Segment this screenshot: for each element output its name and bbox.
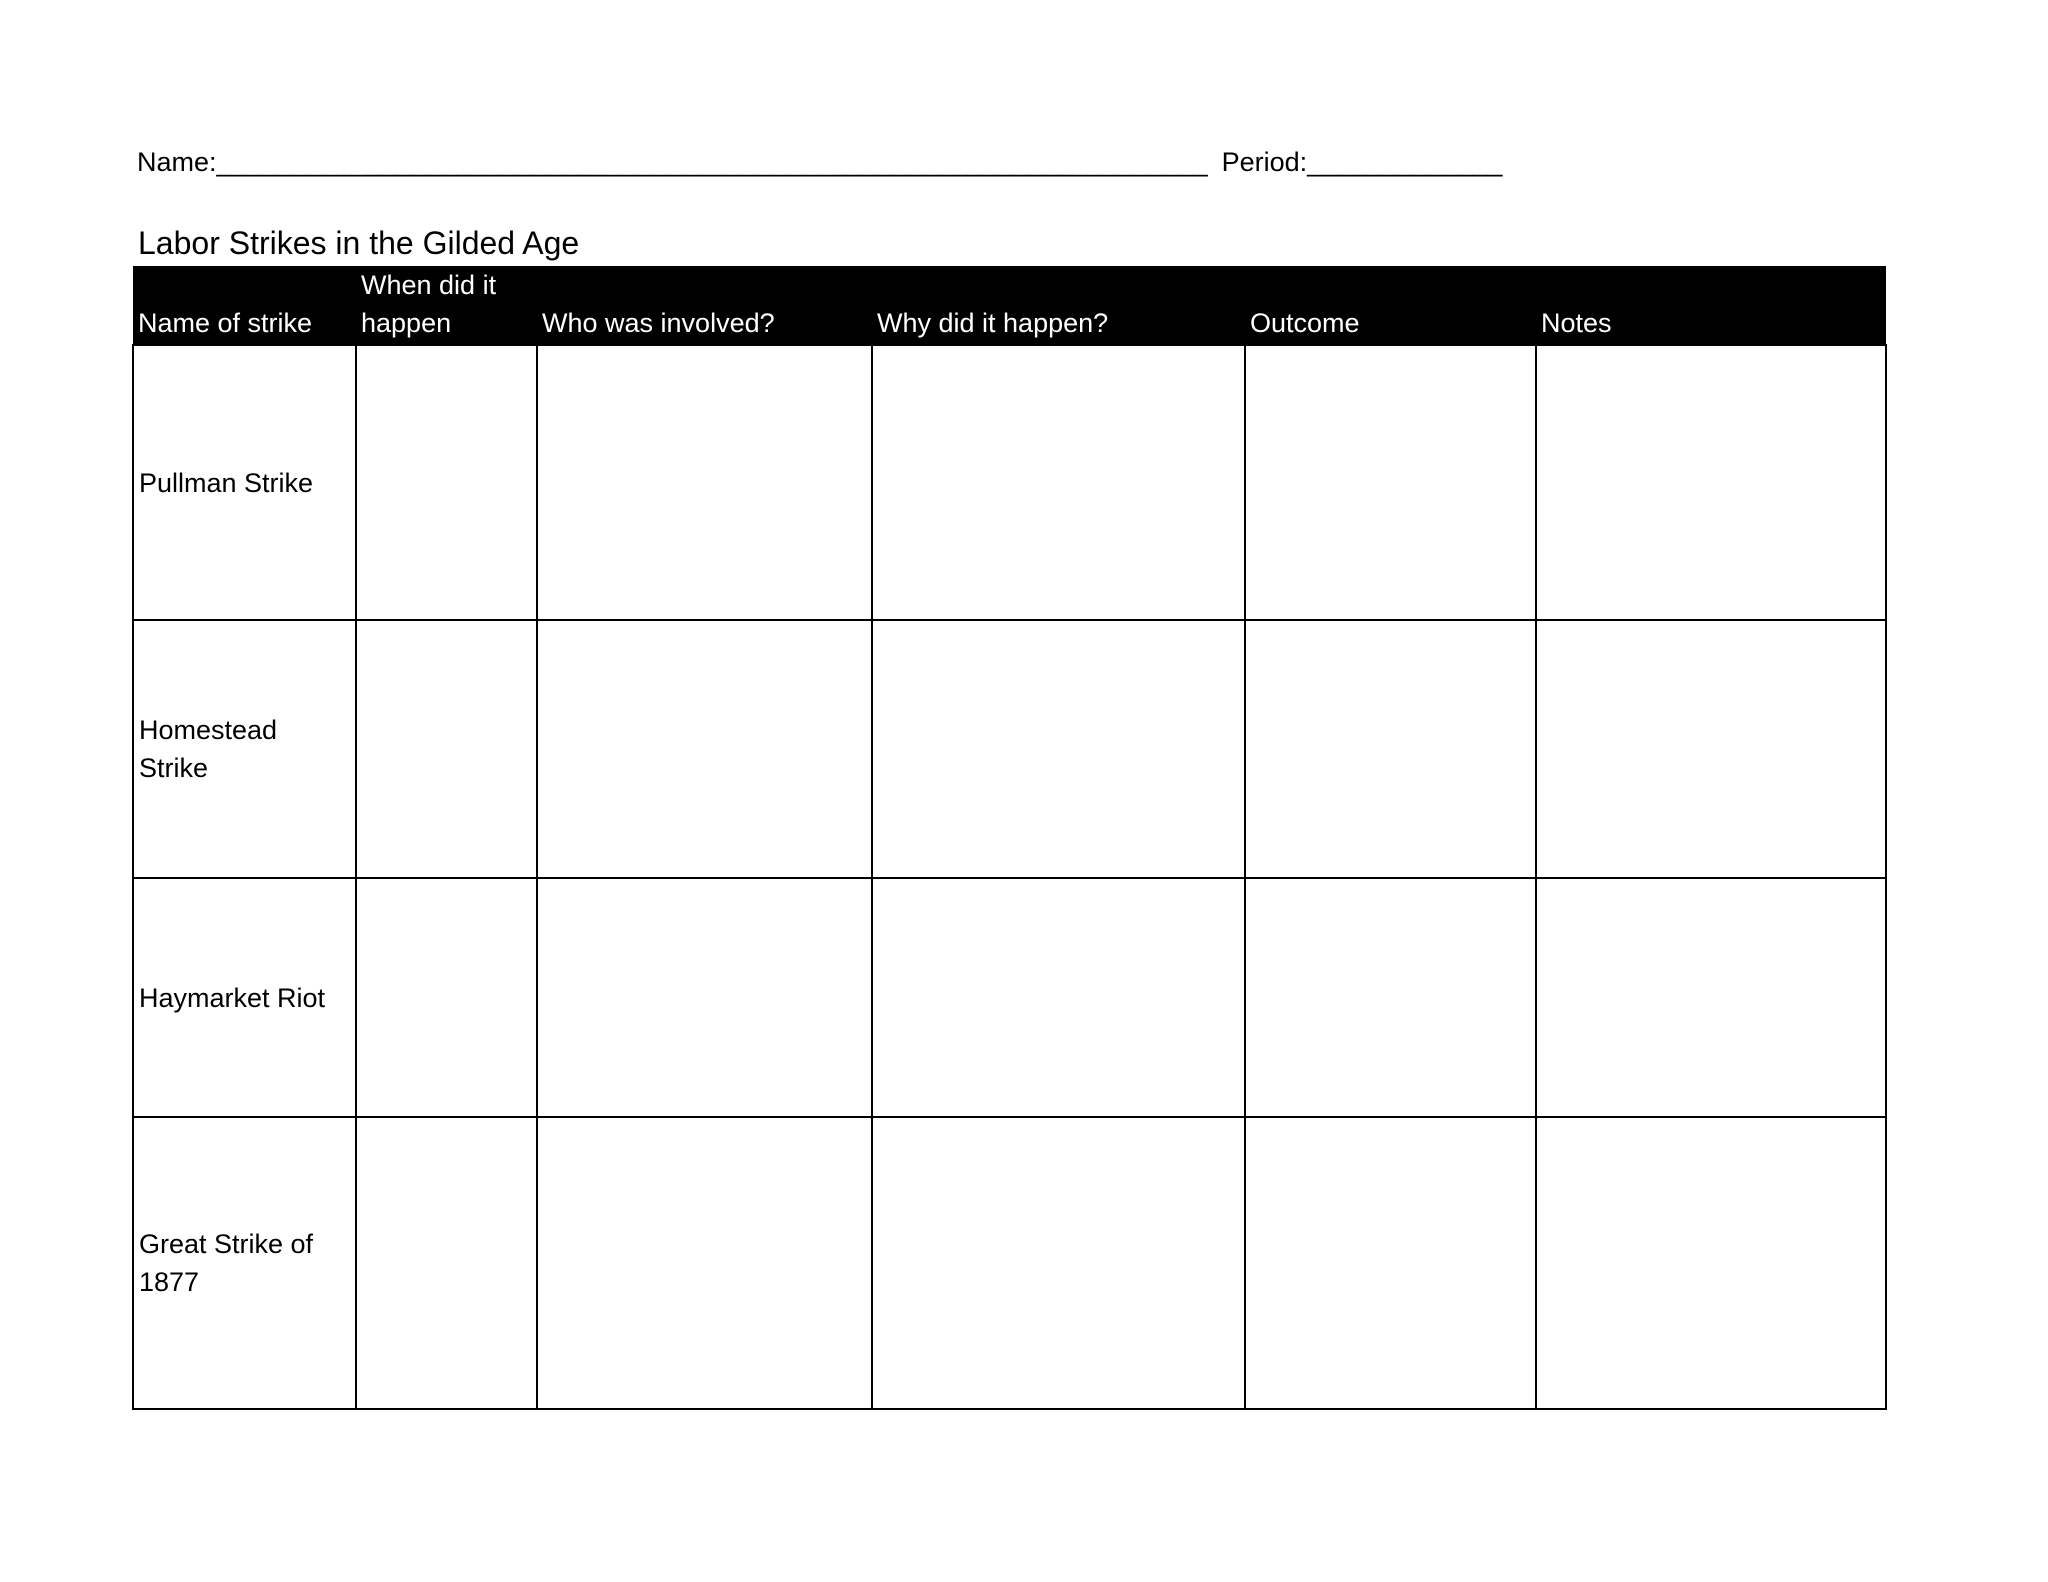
notes-cell[interactable] <box>1536 345 1886 620</box>
column-header-who: Who was involved? <box>537 266 872 345</box>
who-cell[interactable] <box>537 1117 872 1409</box>
outcome-cell[interactable] <box>1245 1117 1536 1409</box>
name-blank-field[interactable]: __________________________________________________________________ <box>216 147 1208 177</box>
why-cell[interactable] <box>872 878 1245 1117</box>
strike-name-cell: Great Strike of 1877 <box>133 1117 356 1409</box>
name-period-line <box>137 144 1502 180</box>
column-header-when: When did it happen <box>356 266 537 345</box>
column-header-why: Why did it happen? <box>872 266 1245 345</box>
when-cell[interactable] <box>356 620 537 878</box>
column-header-notes: Notes <box>1536 266 1886 345</box>
when-cell[interactable] <box>356 878 537 1117</box>
who-cell[interactable] <box>537 345 872 620</box>
period-blank-field[interactable]: _____________ <box>1307 147 1503 177</box>
when-cell[interactable] <box>356 345 537 620</box>
table-row <box>133 878 1886 1117</box>
name-label: Name: <box>137 147 217 177</box>
strikes-table <box>132 266 1887 1410</box>
column-header-name: Name of strike <box>133 266 356 345</box>
why-cell[interactable] <box>872 620 1245 878</box>
who-cell[interactable] <box>537 878 872 1117</box>
when-cell[interactable] <box>356 1117 537 1409</box>
table-header-row <box>133 266 1886 345</box>
table-row <box>133 620 1886 878</box>
who-cell[interactable] <box>537 620 872 878</box>
strike-name-cell: Haymarket Riot <box>133 878 356 1117</box>
period-label: Period: <box>1221 147 1308 177</box>
table-row <box>133 345 1886 620</box>
strike-name-cell: Pullman Strike <box>133 345 356 620</box>
outcome-cell[interactable] <box>1245 620 1536 878</box>
strike-name-cell: Homestead Strike <box>133 620 356 878</box>
outcome-cell[interactable] <box>1245 345 1536 620</box>
why-cell[interactable] <box>872 345 1245 620</box>
why-cell[interactable] <box>872 1117 1245 1409</box>
worksheet-title: Labor Strikes in the Gilded Age <box>138 225 580 261</box>
outcome-cell[interactable] <box>1245 878 1536 1117</box>
notes-cell[interactable] <box>1536 620 1886 878</box>
column-header-outcome: Outcome <box>1245 266 1536 345</box>
notes-cell[interactable] <box>1536 1117 1886 1409</box>
table-row <box>133 1117 1886 1409</box>
notes-cell[interactable] <box>1536 878 1886 1117</box>
